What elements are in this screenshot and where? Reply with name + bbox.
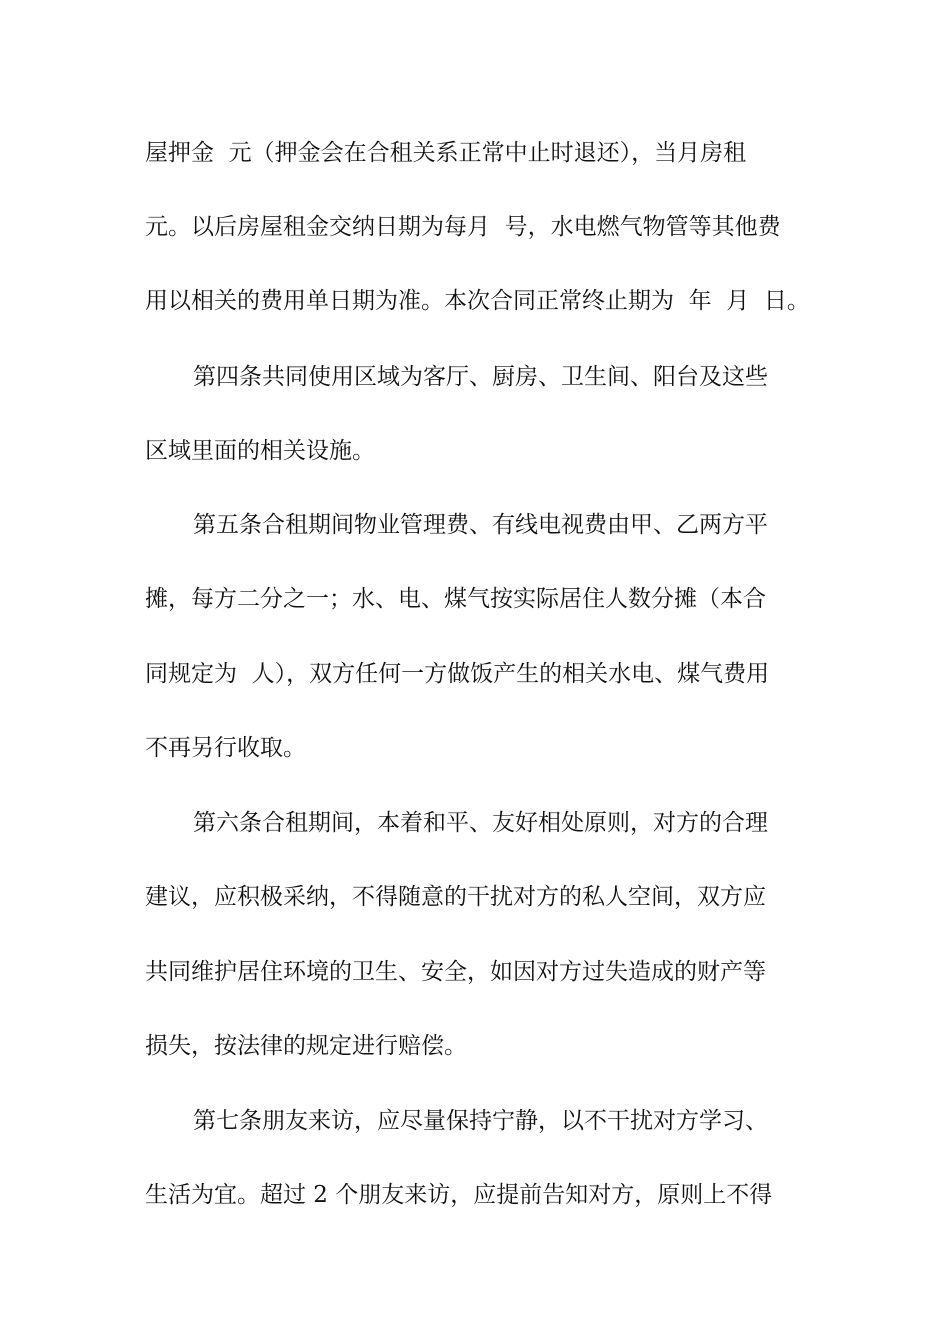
text-line: 生活为宜。超过 2 个朋友来访，应提前告知对方，原则上不得 (145, 1182, 773, 1208)
text-line: 同规定为 人），双方任何一方做饭产生的相关水电、煤气费用 (145, 661, 770, 687)
paragraph-start-line: 第五条合租期间物业管理费、有线电视费由甲、乙两方平 (193, 512, 768, 538)
text-line: 元。以后房屋租金交纳日期为每月 号，水电燃气物管等其他费 (145, 214, 781, 240)
text-line: 摊，每方二分之一；水、电、煤气按实际居住人数分摊（本合 (145, 586, 766, 612)
paragraph-start-line: 第六条合租期间，本着和平、友好相处原则，对方的合理 (193, 810, 768, 836)
paragraph-start-line: 第七条朋友来访，应尽量保持宁静，以不干扰对方学习、 (193, 1108, 768, 1134)
text-line: 建议，应积极采纳，不得随意的干扰对方的私人空间，双方应 (145, 884, 766, 910)
text-line: 区域里面的相关设施。 (145, 438, 375, 464)
text-line: 不再另行收取。 (145, 735, 306, 761)
text-line: 共同维护居住环境的卫生、安全，如因对方过失造成的财产等 (145, 959, 766, 985)
text-line: 损失，按法律的规定进行赔偿。 (145, 1033, 467, 1059)
text-line: 屋押金 元（押金会在合租关系正常中止时退还），当月房租 (145, 140, 747, 166)
text-line: 用以相关的费用单日期为准。本次合同正常终止期为 年 月 日。 (145, 288, 810, 314)
paragraph-start-line: 第四条共同使用区域为客厅、厨房、卫生间、阳台及这些 (193, 364, 768, 390)
